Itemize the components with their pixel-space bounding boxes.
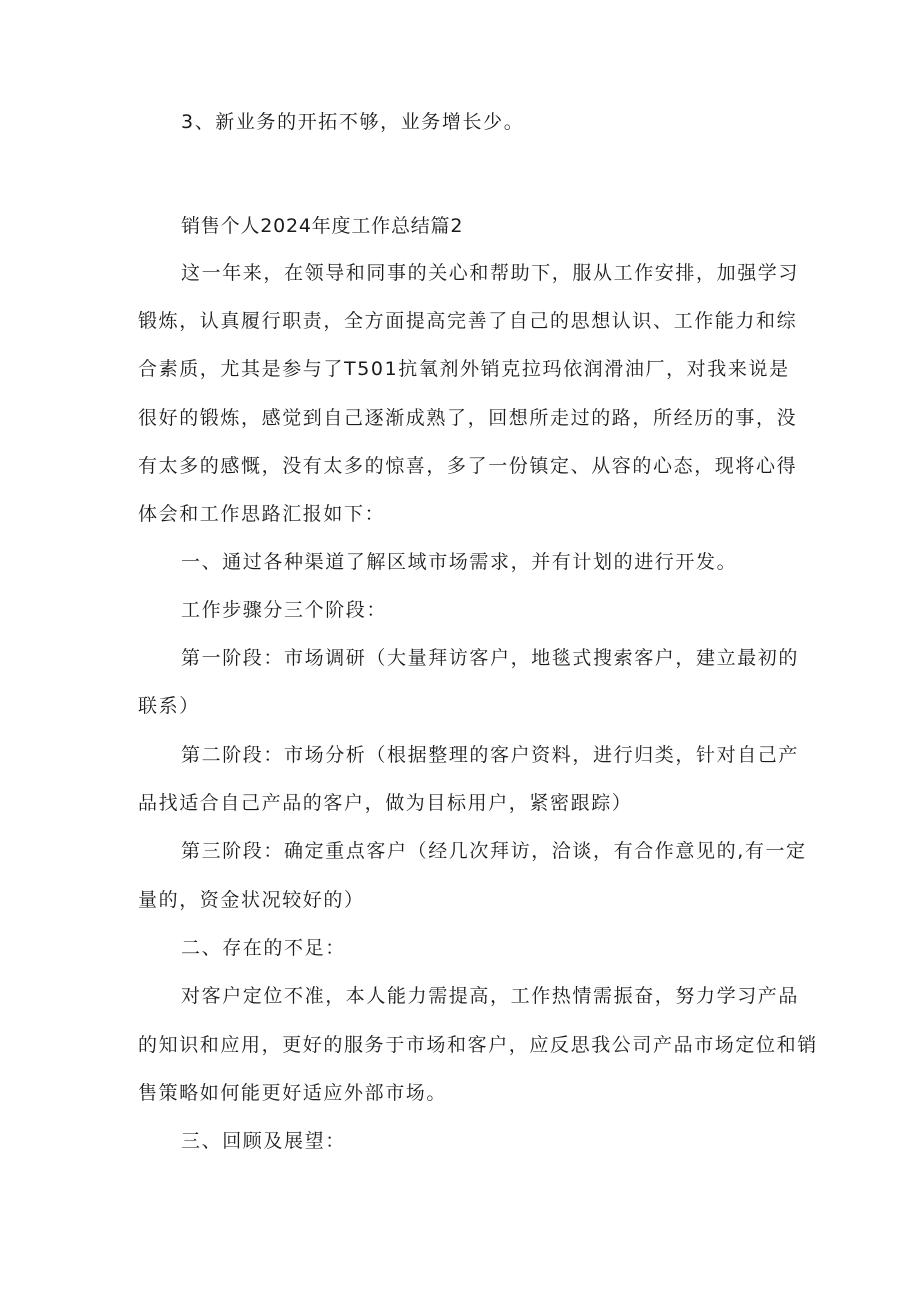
shortcoming-line-3: 售策略如何能更好适应外部市场。 [138,1082,448,1104]
heading-1: 一、通过各种渠道了解区域市场需求，并有计划的进行开发。 [181,551,738,573]
shortcoming-line-2: 的知识和应用，更好的服务于市场和客户，应反思我公司产品市场定位和销 [138,1034,818,1056]
intro-line-2: 锻炼，认真履行职责，全方面提高完善了自己的思想认识、工作能力和综 [138,310,798,332]
shortcoming-line-1: 对客户定位不准，本人能力需提高，工作热情需振奋，努力学习产品 [181,985,800,1007]
intro-line-4: 很好的锻炼，感觉到自己逐渐成熟了，回想所走过的路，所经历的事，没 [138,407,798,429]
stage-3-line-1: 第三阶段：确定重点客户（经几次拜访，洽谈，有合作意见的,有一定 [181,840,807,862]
stage-2-line-2: 品找适合自己产品的客户，做为目标用户，紧密跟踪） [138,792,633,814]
stage-1-line-2: 联系） [138,695,200,717]
heading-2: 二、存在的不足： [181,937,346,959]
intro-line-5: 有太多的感慨，没有太多的惊喜，多了一份镇定、从容的心态，现将心得 [138,455,798,477]
heading-3: 三、回顾及展望： [181,1130,346,1152]
stage-1-line-1: 第一阶段：市场调研（大量拜访客户，地毯式搜索客户，建立最初的 [181,647,800,669]
steps-intro: 工作步骤分三个阶段： [181,599,388,621]
section-title: 销售个人2024年度工作总结篇2 [181,215,464,237]
intro-line-1: 这一年来，在领导和同事的关心和帮助下，服从工作安排，加强学习 [181,262,800,284]
intro-line-3: 合素质，尤其是参与了T501抗氧剂外销克拉玛依润滑油厂，对我来说是 [138,358,790,380]
stage-3-line-2: 量的，资金状况较好的） [138,889,365,911]
intro-line-6: 体会和工作思路汇报如下： [138,503,386,525]
stage-2-line-1: 第二阶段：市场分析（根据整理的客户资料，进行归类，针对自己产 [181,744,800,766]
item-3-text: 3、新业务的开拓不够，业务增长少。 [181,111,525,133]
